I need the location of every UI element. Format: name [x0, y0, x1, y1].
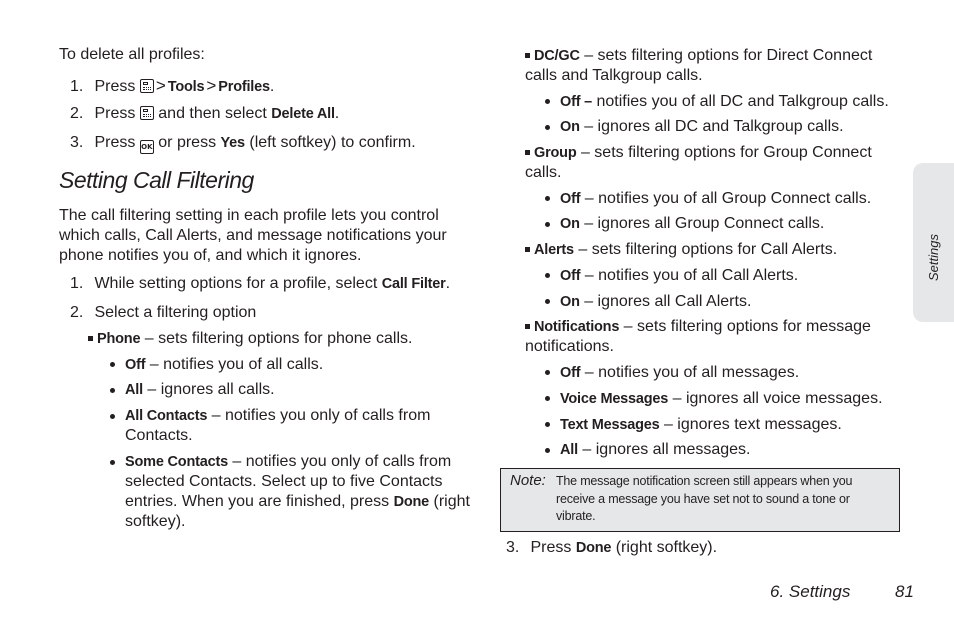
note-label: Note:: [510, 472, 546, 489]
bullet-icon: [110, 362, 115, 367]
option-text: – ignores text messages.: [663, 416, 842, 433]
delete-all-label: Delete All: [271, 106, 335, 122]
option-label: All: [560, 442, 578, 458]
step-number: 2.: [70, 105, 84, 122]
option-text: – ignores all Group Connect calls.: [584, 215, 825, 232]
note-text: The message notification screen still appears when you receive a message you have set not to sound a tone or vibrate.: [556, 474, 853, 523]
option-label: DC/GC: [534, 48, 580, 64]
call-filter-label: Call Filter: [381, 276, 446, 292]
option-label: Off –: [560, 94, 593, 110]
option-label: Group: [534, 145, 577, 161]
option-label: Voice Messages: [560, 391, 669, 407]
bullet-icon: [110, 414, 115, 419]
menu-key-icon: [140, 106, 154, 120]
list-item: [560, 415, 842, 435]
bullet-icon: [545, 196, 550, 201]
list-item: [125, 452, 470, 532]
bullet-icon: [545, 299, 550, 304]
option-label: Off: [560, 191, 581, 207]
section-heading: Setting Call Filtering: [59, 167, 254, 193]
tools-label: Tools: [167, 79, 205, 95]
option-text: – ignores all voice messages.: [672, 390, 883, 407]
list-item: [560, 440, 750, 460]
step-text: and then select: [158, 105, 267, 122]
list-item: [560, 292, 751, 312]
ok-key-icon: OK: [140, 140, 154, 154]
list-item: [560, 92, 889, 112]
option-label: Alerts: [534, 242, 574, 258]
delete-step-2: 2. Press and then select Delete All.: [70, 105, 340, 122]
phone-option: [88, 329, 412, 349]
option-text: – notifies you of all messages.: [584, 364, 800, 381]
option-text: – notifies you of all Call Alerts.: [584, 267, 799, 284]
list-item: [560, 117, 844, 137]
option-text: – notifies you only of calls from Contacts.: [125, 407, 431, 444]
option-label: Some Contacts: [125, 454, 228, 470]
intro-paragraph: The call filtering setting in each profile lets you control which calls, Call Alerts, and message notifications your phone notifies you of, and which it ignores.: [59, 207, 447, 264]
footer-section: 6. Settings: [770, 582, 851, 601]
list-item: [560, 214, 824, 234]
side-tab-label: Settings: [926, 234, 941, 281]
option-label: Off: [560, 268, 581, 284]
option-text: – ignores all DC and Talkgroup calls.: [584, 118, 844, 135]
step-text: (right softkey).: [615, 539, 718, 556]
profiles-label: Profiles: [218, 79, 270, 95]
step-number: 1.: [70, 78, 84, 95]
bullet-icon: [545, 99, 550, 104]
option-label: Off: [560, 365, 581, 381]
chevron-right-icon: >: [155, 76, 166, 95]
option-text: – notifies you of all calls.: [149, 356, 324, 373]
option-label: Text Messages: [560, 417, 660, 433]
list-item: [125, 355, 323, 375]
option-label: Notifications: [534, 319, 620, 335]
step-number: 2.: [70, 304, 84, 321]
option-text: (right softkey).: [125, 493, 470, 530]
page-number: 81: [895, 582, 914, 601]
option-text: notifies you of all DC and Talkgroup calls.: [596, 93, 889, 110]
option-text: – sets filtering options for Call Alerts.: [578, 241, 838, 258]
step-number: 3.: [506, 539, 520, 556]
option-text: – ignores all calls.: [147, 381, 275, 398]
bullet-icon: [545, 396, 550, 401]
list-item: [560, 363, 799, 383]
option-text: – sets filtering options for phone calls.: [144, 330, 413, 347]
list-item: [560, 189, 871, 209]
step-number: 3.: [70, 134, 84, 151]
section-side-tab: [913, 163, 954, 322]
option-label: On: [560, 294, 580, 310]
option-text: – sets filtering options for Group Connect calls.: [525, 144, 872, 181]
option-text: – ignores all Call Alerts.: [584, 293, 752, 310]
square-bullet-icon: [88, 336, 93, 341]
bullet-icon: [545, 273, 550, 278]
filter-step-1: 1. While setting options for a profile, select Call Filter.: [70, 275, 451, 292]
option-text: – ignores all messages.: [582, 441, 751, 458]
list-item: [560, 389, 883, 409]
list-item: [560, 266, 798, 286]
chevron-right-icon: >: [206, 76, 217, 95]
option-label: All Contacts: [125, 408, 208, 424]
option-label: Off: [125, 357, 146, 373]
step-text: While setting options for a profile, select: [94, 275, 378, 292]
square-bullet-icon: [525, 324, 530, 329]
group-option: [525, 143, 895, 183]
bullet-icon: [545, 370, 550, 375]
option-label: On: [560, 216, 580, 232]
note-box: [500, 468, 900, 532]
menu-key-icon: [140, 79, 154, 93]
square-bullet-icon: [525, 247, 530, 252]
option-text: – sets filtering options for Direct Connect calls and Talkgroup calls.: [525, 47, 873, 84]
step-text: Press: [94, 134, 136, 151]
option-label: Phone: [97, 331, 141, 347]
square-bullet-icon: [525, 53, 530, 58]
step-text: Press: [94, 105, 136, 122]
step-text: or press: [158, 134, 217, 151]
step-text: Press: [94, 78, 136, 95]
step-text: Select a filtering option: [94, 304, 257, 321]
done-label: Done: [575, 540, 612, 556]
delete-step-1: 1. Press > Tools > Profiles.: [70, 76, 275, 95]
step-number: 1.: [70, 275, 84, 292]
filter-step-2: [70, 303, 256, 323]
dcgc-option: [525, 46, 895, 86]
bullet-icon: [545, 222, 550, 227]
done-label: Done: [393, 494, 430, 510]
option-label: All: [125, 382, 143, 398]
step-text: Press: [530, 539, 572, 556]
yes-label: Yes: [220, 135, 245, 151]
option-text: – notifies you only of calls from selected Contacts. Select up to five Contacts entries. When you are finished, press: [125, 453, 452, 510]
option-text: – sets filtering options for message notifications.: [525, 318, 871, 355]
bullet-icon: [545, 422, 550, 427]
option-text: – notifies you of all Group Connect calls.: [584, 190, 872, 207]
bullet-icon: [545, 448, 550, 453]
done-step-3: [506, 538, 717, 558]
bullet-icon: [110, 388, 115, 393]
alerts-option: [525, 240, 837, 260]
bullet-icon: [110, 460, 115, 465]
list-item: [125, 406, 465, 446]
list-item: [125, 380, 275, 400]
delete-step-3: [70, 133, 416, 154]
notifications-option: [525, 317, 895, 357]
step-text: (left softkey) to confirm.: [249, 134, 416, 151]
square-bullet-icon: [525, 150, 530, 155]
intro-text: To delete all profiles:: [59, 46, 205, 63]
bullet-icon: [545, 125, 550, 130]
option-label: On: [560, 119, 580, 135]
